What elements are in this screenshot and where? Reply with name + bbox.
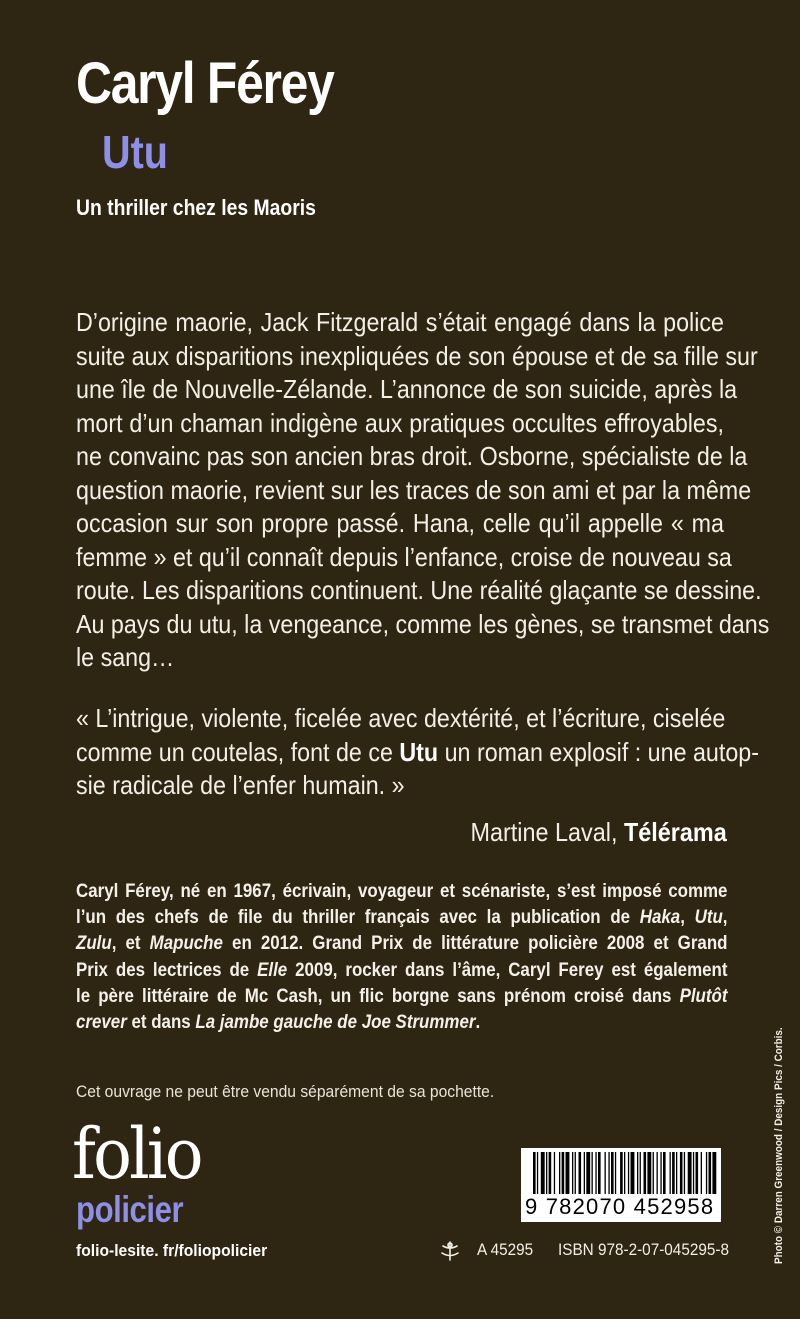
summary-line: question maorie, revient sur les traces de son ami et par la même [76, 474, 752, 505]
summary-line: D’origine maorie, Jack Fitzgerald s’était engagé dans la police [76, 307, 724, 337]
author-bio [76, 879, 727, 1036]
quote-text: un roman explosif : une autop- [438, 736, 759, 767]
bio-line: Prix des lectrices de Elle 2009, rocker dans l’âme, Caryl Ferey est également [76, 959, 728, 981]
publication-name: Télérama [624, 817, 727, 847]
author-name: Caryl Férey [76, 51, 334, 116]
summary-line: route. Les disparitions continuent. Une réalité glaçante se dessine. [76, 575, 762, 605]
summary-line: mort d’un chaman indigène aux pratiques occultes effroyables, [76, 407, 724, 438]
summary-text [76, 306, 770, 675]
summary-line: Au pays du utu, la vengeance, comme les gènes, se transmet dans [76, 608, 770, 639]
gallimard-logo-icon [438, 1239, 462, 1263]
quote-attribution [471, 815, 727, 849]
catalog-number: A 45295 [477, 1240, 534, 1259]
press-quote [76, 702, 759, 803]
summary-line: le sang… [76, 642, 175, 672]
isbn: ISBN 978-2-07-045295-8 [558, 1240, 729, 1259]
quote-line: « L’intrigue, violente, ficelée avec dextérité, et l’écriture, ciselée [76, 703, 726, 733]
summary-line: ne convainc pas son ancien bras droit. Osborne, spécialiste de la [76, 441, 748, 471]
bio-line: le père littéraire de Mc Cash, un flic borgne sans prénom croisé dans Plutôt [76, 985, 728, 1007]
sale-notice: Cet ouvrage ne peut être vendu séparément de sa pochette. [76, 1082, 495, 1101]
photo-credit: Photo © Darren Greenwood / Design Pics / Corbis. [773, 1027, 785, 1264]
book-title: Utu [102, 126, 168, 178]
bio-line: l’un des chefs de file du thriller français avec la publication de Haka, Utu, [76, 907, 728, 929]
quote-line: sie radicale de l’enfer humain. » [76, 770, 405, 800]
quote-text: comme un coutelas, font de ce [76, 736, 400, 767]
summary-line: une île de Nouvelle-Zélande. L’annonce de son suicide, après la [76, 374, 738, 404]
summary-line: femme » et qu’il connaît depuis l’enfance, croise de nouveau sa [76, 541, 732, 572]
barcode [521, 1148, 721, 1222]
critic-name: Martine Laval, [470, 817, 625, 847]
bio-line: Caryl Férey, né en 1967, écrivain, voyageur et scénariste, s’est imposé comme [76, 881, 728, 902]
bio-line: Zulu, et Mapuche en 2012. Grand Prix de littérature policière 2008 et Grand [76, 933, 728, 955]
policier-logo: policier [76, 1189, 184, 1230]
summary-line: suite aux disparitions inexpliquées de son épouse et de sa fille sur [76, 340, 758, 371]
website-url: folio-lesite. fr/foliopolicier [76, 1241, 268, 1260]
book-subtitle: Un thriller chez les Maoris [76, 195, 316, 220]
quote-line [76, 736, 759, 770]
quote-title-bold: Utu [399, 736, 439, 767]
summary-line: occasion sur son propre passé. Hana, celle qu’il appelle « ma [76, 508, 724, 538]
folio-logo: folio [72, 1113, 201, 1195]
bio-line: crever et dans La jambe gauche de Joe Strummer. [76, 1012, 481, 1034]
barcode-digits: 9 782070 452958 [525, 1194, 715, 1219]
